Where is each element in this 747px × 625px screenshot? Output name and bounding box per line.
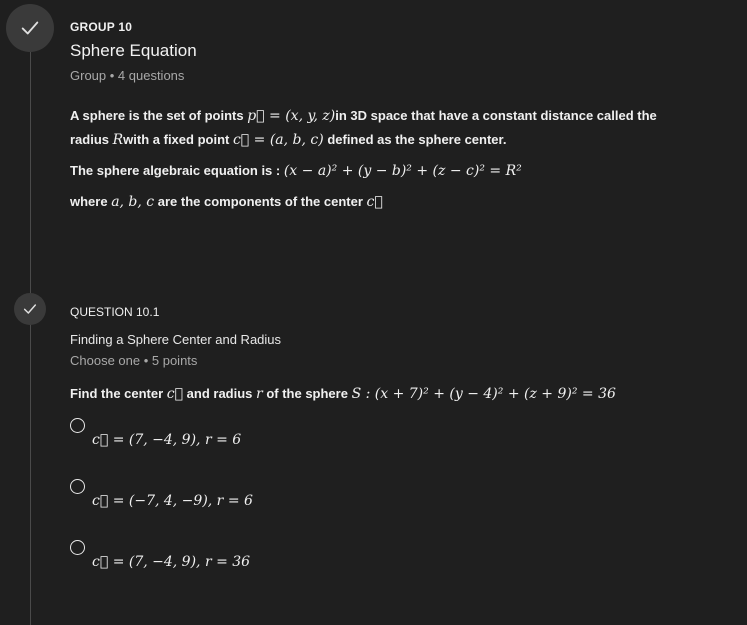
text: defined as the sphere center. <box>323 132 507 147</box>
option-1-radio[interactable] <box>70 418 85 433</box>
group-meta: Group • 4 questions <box>70 68 185 83</box>
text: are the components of the center <box>154 194 367 209</box>
text: with a fixed point <box>123 132 233 147</box>
option-3-radio[interactable] <box>70 540 85 555</box>
math-point-p: p⃗ = (x, y, z) <box>247 108 336 124</box>
text: Find the center <box>70 386 167 401</box>
text: radius <box>70 132 113 147</box>
text: of the sphere <box>262 386 352 401</box>
group-title: Sphere Equation <box>70 41 197 60</box>
description-line-1 <box>70 104 657 128</box>
math-sphere-S: S : (x + 7)² + (y − 4)² + (z + 9)² = 36 <box>351 386 616 402</box>
description-line-3 <box>70 159 522 183</box>
math-sphere-equation: (x − a)² + (y − b)² + (z − c)² = R² <box>283 163 522 179</box>
timeline-line <box>30 52 31 625</box>
option-3-label[interactable]: c⃗ = (7, −4, 9), r = 36 <box>92 554 251 570</box>
description-line-2 <box>70 128 507 152</box>
question-title: Finding a Sphere Center and Radius <box>70 332 282 347</box>
option-1-label[interactable]: c⃗ = (7, −4, 9), r = 6 <box>92 432 242 448</box>
group-status-badge <box>6 4 54 52</box>
text: and radius <box>183 386 257 401</box>
option-2-radio[interactable] <box>70 479 85 494</box>
text: The sphere algebraic equation is : <box>70 163 284 178</box>
math-components: a, b, c <box>111 194 155 210</box>
check-icon <box>19 17 41 39</box>
question-status-badge <box>14 293 46 325</box>
check-icon <box>22 301 38 317</box>
group-label: GROUP 10 <box>70 20 133 34</box>
math-radius: R <box>112 132 124 148</box>
description-line-4 <box>70 190 383 214</box>
math-center-vector: c⃗ <box>366 194 383 210</box>
text: where <box>70 194 112 209</box>
option-2-label[interactable]: c⃗ = (−7, 4, −9), r = 6 <box>92 493 253 509</box>
question-prompt <box>70 382 616 406</box>
question-meta: Choose one • 5 points <box>70 353 198 368</box>
math-center: c⃗ = (a, b, c) <box>232 132 324 148</box>
text: in 3D space that have a constant distance called the <box>335 108 657 123</box>
math-radius: r <box>256 386 263 402</box>
question-label: QUESTION 10.1 <box>70 305 160 319</box>
text: A sphere is the set of points <box>70 108 248 123</box>
math-center-vector: c⃗ <box>166 386 184 402</box>
